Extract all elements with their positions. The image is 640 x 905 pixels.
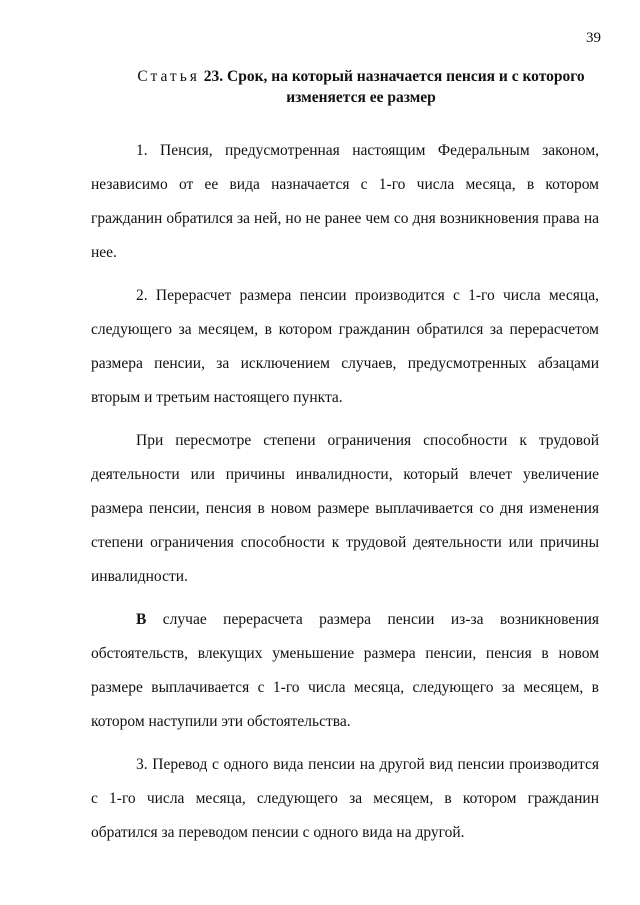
paragraph-1: 1. Пенсия, предусмотренная настоящим Федеральным законом, независимо от ее вида назначается с 1-го числа месяца, в котором гражданин обратился за ней, но не ранее чем со дня возникновения права на нее. (91, 142, 599, 261)
paragraph-5: 3. Перевод с одного вида пенсии на другой вид пенсии производится с 1-го числа месяца, следующего за месяцем, в котором гражданин обратился за переводом пенсии с одного вида на другой. (91, 756, 599, 841)
paragraph-3: При пересмотре степени ограничения способности к трудовой деятельности или причины инвалидности, который влечет увеличение размера пенсии, пенсия в новом размере выплачивается со дня изменения степени ограничения способности к трудовой деятельности или причины инвалидности. (91, 432, 599, 585)
page-number: 39 (586, 30, 601, 46)
article-word: Статья (137, 68, 200, 85)
paragraph-2: 2. Перерасчет размера пенсии производится с 1-го числа месяца, следующего за месяцем, в котором гражданин обратился за перерасчетом размера пенсии, за исключением случаев, предусмотренных абзацами вторым и третьим настоящего пункта. (91, 287, 599, 406)
paragraph-4: В случае перерасчета размера пенсии из-за возникновения обстоятельств, влекущих уменьшение размера пенсии, пенсия в новом размере выплачивается с 1-го числа месяца, следующего за месяцем, в котором наступили эти обстоятельства. (91, 611, 599, 730)
article-body (91, 134, 599, 850)
article-heading (126, 66, 596, 108)
article-title: 23. Срок, на который назначается пенсия и с которого изменяется ее размер (203, 68, 585, 106)
